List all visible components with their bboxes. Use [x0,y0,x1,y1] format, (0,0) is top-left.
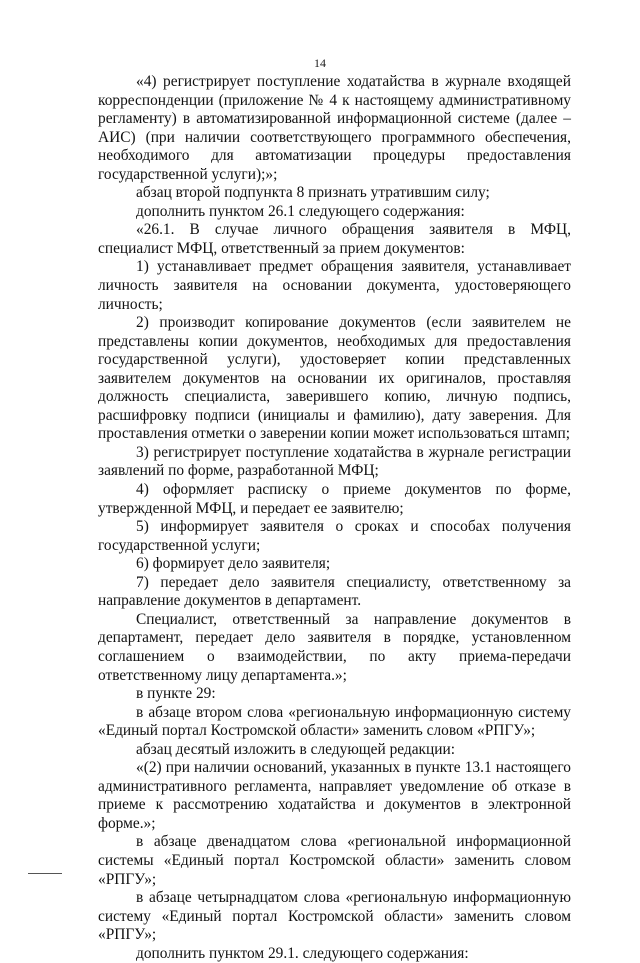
paragraph: 6) формирует дело заявителя; [136,555,331,573]
paragraph: «(2) при наличии оснований, указанных в пункте 13.1 настоящего административного регламента, направляет уведомление об отказе в приеме к рассмотрению ходатайства и документов в электронной форме.»; [98,759,571,832]
paragraph: 5) информирует заявителя о сроках и способах получения государственной услуги; [98,518,571,554]
footer-divider [28,873,62,874]
paragraph: в абзаце четырнадцатом слова «региональную информационную систему «Единый портал Костромской области» заменить словом «РПГУ»; [98,889,571,944]
page-number: 14 [314,56,326,70]
paragraph: 4) оформляет расписку о приеме документов по форме, утвержденной МФЦ, и передает ее заявителю; [98,481,571,517]
paragraph: в абзаце втором слова «региональную информационную систему «Единый портал Костромской области» заменить словом «РПГУ»; [98,703,571,740]
paragraph: в пункте 29: [136,685,216,703]
paragraph: «26.1. В случае личного обращения заявителя в МФЦ, специалист МФЦ, ответственный за прием документов: [98,221,571,257]
document-body [98,73,571,963]
paragraph: 1) устанавливает предмет обращения заявителя, устанавливает личность заявителя на основании документа, удостоверяющего личность; [98,258,571,313]
paragraph: абзац второй подпункта 8 признать утратившим силу; [136,184,490,202]
paragraph: 2) производит копирование документов (если заявителем не представлены копии документов, необходимых для предоставления государственной услуги), удостоверяет копии представленных заявителем документов на основании их оригиналов, проставляя должность специалиста, заверившего копию, личную подпись, расшифровку подписи (инициалы и фамилию), дату заверения. Для проставления отметки о заверении копии может использоваться штамп; [98,314,571,443]
paragraph: Специалист, ответственный за направление документов в департамент, передает дело заявителя в порядке, установленном соглашением о взаимодействии, по акту приема-передачи ответственному лицу департамента.»; [98,610,571,684]
paragraph: «4) регистрирует поступление ходатайства в журнале входящей корреспонденции (приложение № 4 к настоящему административному регламенту) в автоматизированной информационной системе (далее – АИС) (при наличии соответствующего программного обеспечения, необходимого для автоматизации процедуры предоставления государственной услуги);»; [98,73,571,183]
paragraph: дополнить пунктом 26.1 следующего содержания: [136,202,465,220]
paragraph: 3) регистрирует поступление ходатайства в журнале регистрации заявлений по форме, разработанной МФЦ; [98,443,571,480]
paragraph: 7) передает дело заявителя специалисту, ответственному за направление документов в департамент. [98,573,571,610]
paragraph: абзац десятый изложить в следующей редакции: [136,740,456,758]
paragraph: в абзаце двенадцатом слова «региональной информационной системы «Единый портал Костромской области» заменить словом «РПГУ»; [98,833,571,888]
paragraph: дополнить пунктом 29.1. следующего содержания: [136,944,469,962]
